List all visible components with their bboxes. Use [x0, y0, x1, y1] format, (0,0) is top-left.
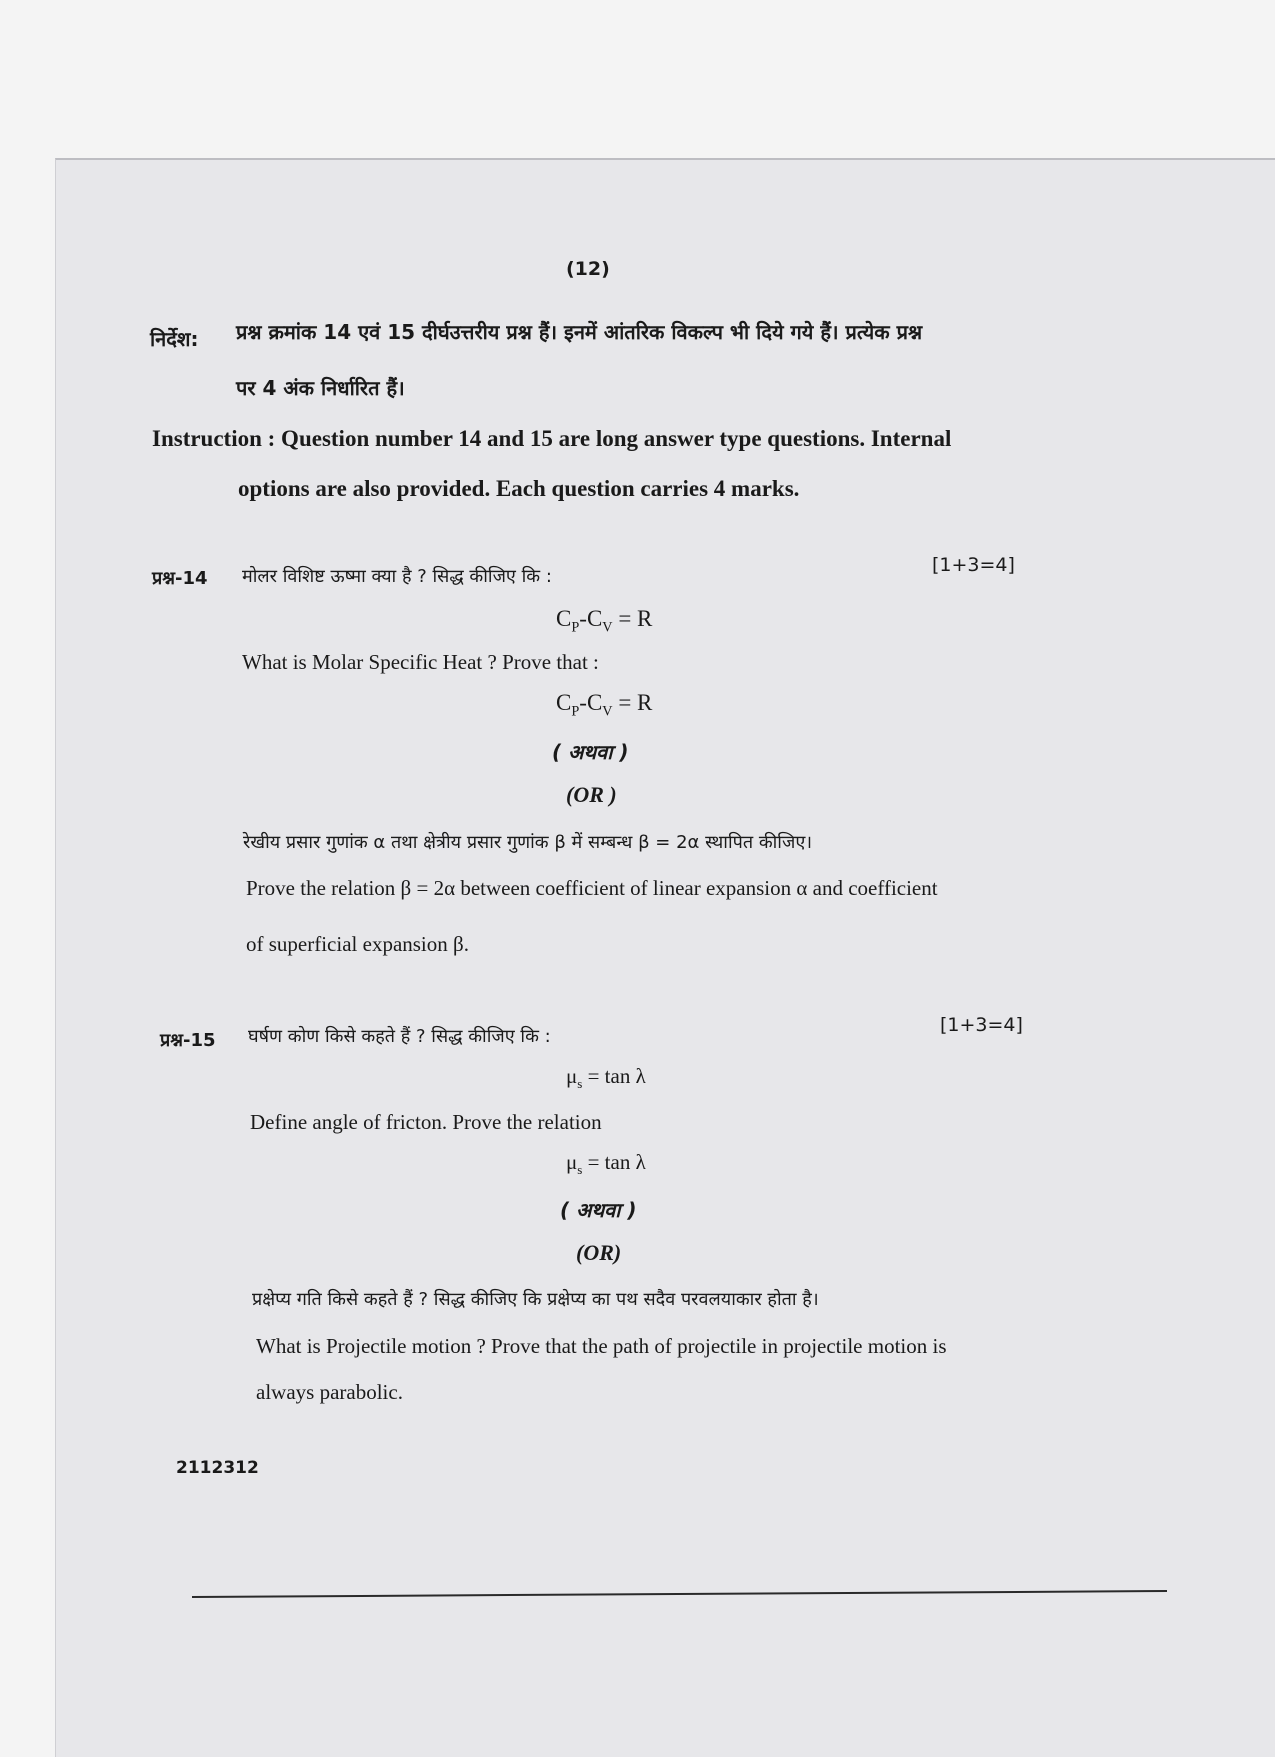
q15-label: प्रश्न-15	[160, 1030, 216, 1051]
q14-or-english: (OR )	[566, 782, 617, 807]
q15-marks: [1+3=4]	[940, 1014, 1023, 1036]
q14-alt-english-line2: of superficial expansion β.	[246, 932, 469, 956]
q14-alt-hindi: रेखीय प्रसार गुणांक α तथा क्षेत्रीय प्रसार गुणांक β में सम्बन्ध β = 2α स्थापित कीजिए।	[243, 832, 813, 853]
q14-english-question: What is Molar Specific Heat ? Prove that :	[242, 650, 599, 674]
q15-formula-1: $\mu_s = \tan \lambda$	[566, 1064, 646, 1092]
instruction-hindi-line2: पर 4 अंक निर्धारित हैं।	[236, 376, 405, 400]
q14-formula-2: $C_P-C_V = R$	[556, 690, 653, 720]
instruction-english-line2: options are also provided. Each question carries 4 marks.	[238, 476, 800, 501]
q15-or-hindi: ( अथवा )	[560, 1198, 637, 1222]
page-number: (12)	[566, 258, 610, 280]
q15-hindi-question: घर्षण कोण किसे कहते हैं ? सिद्ध कीजिए कि :	[248, 1026, 551, 1047]
q15-alt-english-line2: always parabolic.	[256, 1380, 403, 1404]
q15-formula-2: $\mu_s = \tan \lambda$	[566, 1150, 646, 1178]
q15-english-question: Define angle of fricton. Prove the relation	[250, 1110, 602, 1134]
q14-formula-1: $C_P-C_V = R$	[556, 606, 653, 636]
q14-label: प्रश्न-14	[152, 568, 208, 589]
instruction-hindi-line1: प्रश्न क्रमांक 14 एवं 15 दीर्घउत्तरीय प्रश्न हैं। इनमें आंतरिक विकल्प भी दिये गये हैं। प्रत्येक प्रश्न	[236, 320, 923, 344]
footer-code: 2112312	[176, 1458, 259, 1478]
q14-or-hindi: ( अथवा )	[552, 740, 629, 764]
q14-marks: [1+3=4]	[932, 554, 1015, 576]
q14-alt-english-line1: Prove the relation β = 2α between coefficient of linear expansion α and coefficient	[246, 876, 938, 900]
q15-alt-hindi: प्रक्षेप्य गति किसे कहते हैं ? सिद्ध कीजिए कि प्रक्षेप्य का पथ सदैव परवलयाकार होता है।	[252, 1289, 819, 1310]
q15-or-english: (OR)	[576, 1240, 622, 1265]
instruction-hindi-label: निर्देश:	[150, 327, 199, 351]
q15-alt-english-line1: What is Projectile motion ? Prove that the path of projectile in projectile motion is	[256, 1334, 947, 1358]
q14-hindi-question: मोलर विशिष्ट ऊष्मा क्या है ? सिद्ध कीजिए कि :	[242, 566, 552, 587]
instruction-english-line1: Instruction : Question number 14 and 15 are long answer type questions. Internal	[152, 426, 952, 451]
